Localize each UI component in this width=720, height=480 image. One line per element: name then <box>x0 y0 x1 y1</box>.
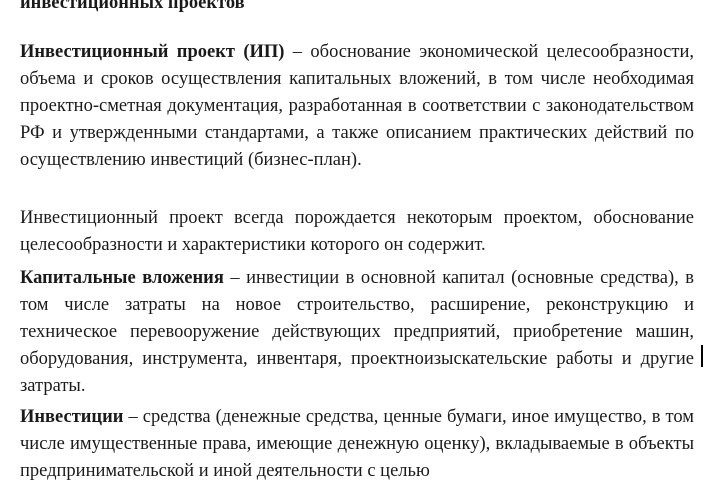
section-heading: инвестиционных проектов <box>20 0 245 13</box>
term-investment-project: Инвестиционный проект (ИП) <box>20 42 285 62</box>
definition-investment-project: – обоснование экономической целесообразности, объема и сроков осуществления капитальных вложений, в том числе необходимая проектно-сметная документация, разработанная в соответствии с законодательством РФ и утвержденными стандартами, а также описанием практических действий по осуществлению инвестиций (бизнес-план). <box>20 42 694 170</box>
paragraph-project-origin <box>20 205 694 259</box>
definition-capital-investments: – инвестиции в основной капитал (основные средства), в том числе затраты на новое строительство, расширение, реконструкцию и техническое перевооружение действующих предприятий, приобретение машин, оборудования, инструмента, инвентаря, проектноизыскательские работы и другие затраты. <box>20 268 695 396</box>
paragraph-capital-investments <box>20 265 694 400</box>
term-investments: Инвестиции <box>20 407 124 427</box>
text-project-origin: Инвестиционный проект всегда порождается некоторым проектом, обоснование целесообразности и характеристики которого он содержит. <box>20 208 694 255</box>
term-capital-investments: Капитальные вложения <box>20 268 224 288</box>
text-cursor <box>701 345 703 367</box>
paragraph-investments <box>20 404 694 480</box>
definition-investments: – средства (денежные средства, ценные бумаги, иное имущество, в том числе имущественные права, имеющие денежную оценку), вкладываемые в объекты предпринимательской и иной деятельности с целью <box>20 407 694 480</box>
paragraph-investment-project <box>20 39 694 174</box>
